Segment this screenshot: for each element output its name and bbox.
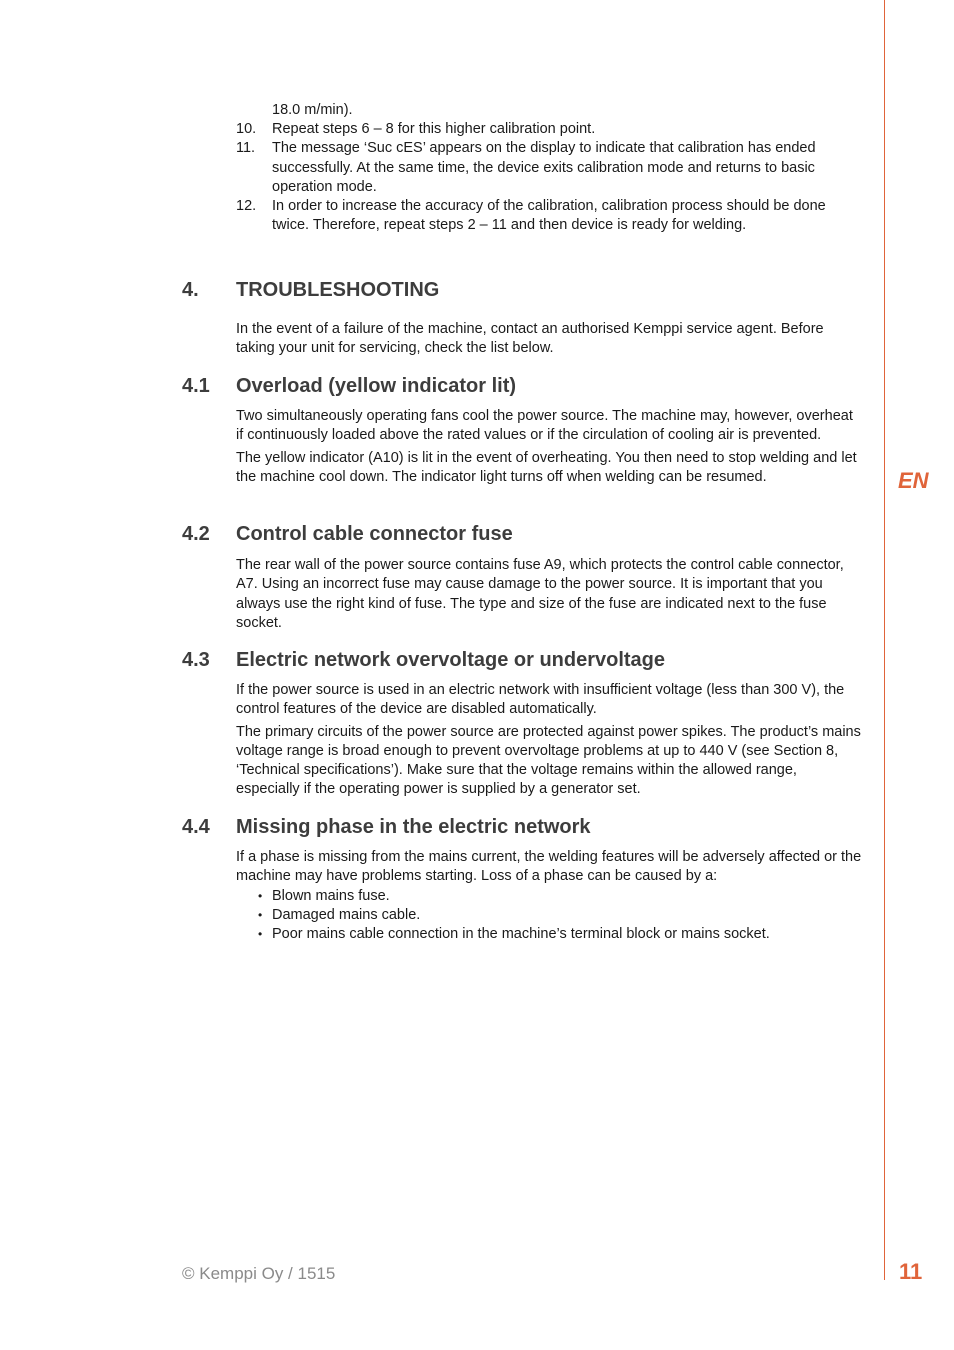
paragraph: The yellow indicator (A10) is lit in the event of overheating. You then need to stop welding and let the machine cool down. The indicator light turns off when welding can be resumed. <box>236 449 857 485</box>
list-item: • Damaged mains cable. <box>236 906 864 925</box>
subsection-number: 4.4 <box>182 816 210 838</box>
page-number: 11 <box>899 1259 923 1284</box>
paragraph: If a phase is missing from the mains current, the welding features will be adversely affected or the machine may have problems starting. Loss of a phase can be caused by a: <box>236 849 862 885</box>
step-number: 11. <box>236 140 256 157</box>
subsection-number: 4.1 <box>182 375 210 397</box>
list-item: • Poor mains cable connection in the machine’s terminal block or mains socket. <box>236 925 864 944</box>
subsection-title: Overload (yellow indicator lit) <box>236 375 517 397</box>
step-text: Repeat steps 6 – 8 for this higher calibration point. <box>272 121 596 137</box>
list-item <box>236 120 862 139</box>
step-text: In order to increase the accuracy of the calibration, calibration process should be done twice. Therefore, repeat steps 2 – 11 and then device is ready for welding. <box>272 198 826 234</box>
subsection-body-4-3 <box>236 681 864 800</box>
subsection-number: 4.3 <box>182 649 210 671</box>
subsection-title: Control cable connector fuse <box>236 523 513 545</box>
language-tab: EN <box>898 468 929 493</box>
section-number: 4. <box>182 279 199 301</box>
bullet-list <box>236 887 864 945</box>
subsection-body-4-4 <box>236 848 864 944</box>
paragraph: The rear wall of the power source contains fuse A9, which protects the control cable connector, A7. Using an incorrect fuse may cause damage to the power source. It is important that you always use the right kind of fuse. The type and size of the fuse are indicated next to the fuse socket. <box>236 557 844 631</box>
step-text: The message ‘Suc cES’ appears on the display to indicate that calibration has ended successfully. At the same time, the device exits calibration mode and returns to basic operation mode. <box>272 140 816 195</box>
calibration-steps-list <box>236 120 862 236</box>
subsection-body-4-2 <box>236 556 864 633</box>
footer-copyright: © Kemppi Oy / 1515 <box>182 1264 336 1283</box>
paragraph: Two simultaneously operating fans cool the power source. The machine may, however, overheat if continuously loaded above the rated values or if the circulation of cooling air is prevented. <box>236 408 853 444</box>
paragraph: If the power source is used in an electric network with insufficient voltage (less than 300 V), the control features of the device are disabled automatically. <box>236 682 845 718</box>
list-item <box>236 139 862 197</box>
list-item <box>236 197 862 236</box>
list-item: • Blown mains fuse. <box>236 887 864 906</box>
section-title: TROUBLESHOOTING <box>236 279 440 301</box>
step-number: 12. <box>236 198 257 215</box>
margin-rule <box>884 0 885 1280</box>
paragraph: The primary circuits of the power source are protected against power spikes. The product’s mains voltage range is broad enough to prevent overvoltage problems at up to 440 V (see Section 8, ‘Technical specifications’). Make sure that the voltage remains within the allowed range, especially if the operating power is supplied by a generator set. <box>236 723 861 798</box>
section-intro <box>236 320 864 359</box>
continued-text: 18.0 m/min). <box>272 102 353 118</box>
paragraph: In the event of a failure of the machine, contact an authorised Kemppi service agent. Before taking your unit for servicing, check the list below. <box>236 321 824 357</box>
subsection-title: Electric network overvoltage or undervoltage <box>236 649 666 671</box>
subsection-title: Missing phase in the electric network <box>236 816 591 838</box>
subsection-number: 4.2 <box>182 523 210 545</box>
step-number: 10. <box>236 121 257 137</box>
subsection-body-4-1 <box>236 407 864 487</box>
